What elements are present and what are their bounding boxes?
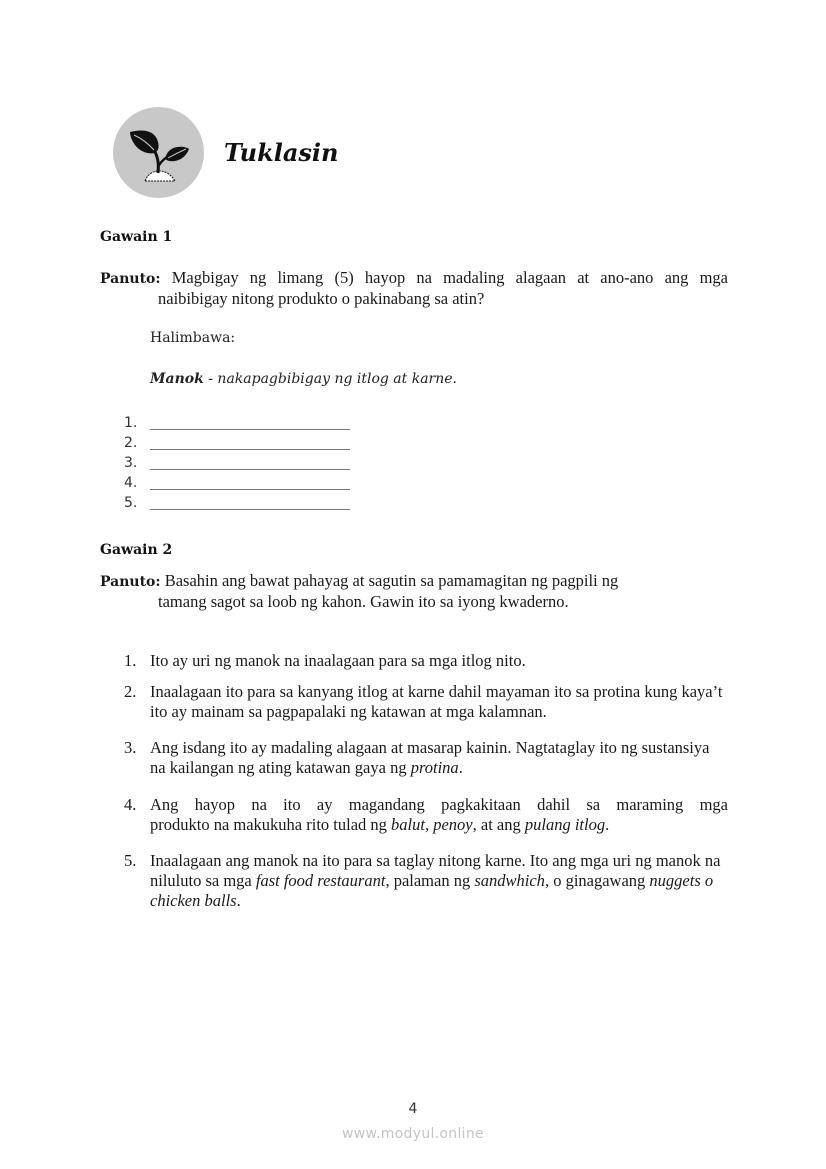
section-title: Tuklasin [224,138,339,167]
gawain-1-instructions [100,268,728,309]
question-text-part: Inaalagaan ang manok na ito para sa taglay nitong karne. Ito ang mga uri ng manok na niluluto sa mga [150,851,721,890]
question-item [124,682,728,722]
answer-blank-row [124,453,350,473]
question-text-line1: Ang hayop na ito ay magandang pagkakitaan dahil sa maraming mga [150,795,728,814]
question-item [124,851,728,911]
answer-blank-1[interactable] [150,415,350,430]
plant-seedling-icon [113,107,204,198]
answer-blank-row [124,493,350,513]
question-text-part: Inaalagaan ito para sa kanyang itlog at karne dahil mayaman ito sa protina kung kaya’t ito ay mainam sa pagpapalaki ng katawan at mga kalamnan. [150,682,723,721]
example-description: - nakapagbibigay ng itlog at karne. [203,371,457,387]
question-item [124,651,728,671]
question-text-part: produkto na makukuha rito tulad ng [150,815,392,834]
blank-number: 3. [124,455,138,471]
gawain-1-heading: Gawain 1 [100,229,173,245]
answer-blank-4[interactable] [150,475,350,490]
instructions-text-line2: tamang sagot sa loob ng kahon. Gawin ito sa iyong kwaderno. [158,592,569,611]
answer-blank-row [124,473,350,493]
example-text [150,371,457,387]
instructions-text-line1: Basahin ang bawat pahayag at sagutin sa pamamagitan ng pagpili ng [164,571,619,590]
question-text-emphasis: fast food restaurant [255,871,386,890]
question-number: 1. [124,651,137,670]
question-item [124,795,728,835]
answer-blank-2[interactable] [150,435,350,450]
answer-blank-5[interactable] [150,495,350,510]
question-text [150,651,728,671]
gawain-2-heading: Gawain 2 [100,542,173,558]
example-term: Manok [150,371,204,387]
seedling-graphic [113,107,204,198]
page-number: 4 [408,1101,418,1117]
answer-blank-3[interactable] [150,455,350,470]
question-text [150,795,728,835]
question-text-part: . [236,891,241,910]
blank-number: 1. [124,415,138,431]
question-number: 4. [124,795,137,814]
answer-blank-row [124,433,350,453]
instructions-label: Panuto: [100,271,161,287]
question-text-part: , palaman ng [385,871,475,890]
example-label: Halimbawa: [150,330,236,346]
question-text [150,851,728,911]
question-text-part: , o ginagawang [544,871,650,890]
instructions-text-line1: Magbigay ng limang (5) hayop na madaling alagaan at ano-ano ang mga [171,268,728,287]
question-text-emphasis: balut, penoy [391,815,473,834]
question-number: 3. [124,738,137,757]
instructions-text-line2: naibibigay nitong produkto o pakinabang sa atin? [158,289,485,308]
question-text-part: Ito ay uri ng manok na inaalagaan para sa mga itlog nito. [150,651,526,670]
question-item [124,738,728,778]
question-text-emphasis: protina [410,758,459,777]
question-text-part: . [605,815,610,834]
answer-blanks-list [124,413,350,513]
question-text-emphasis: pulang itlog [524,815,606,834]
question-number: 2. [124,682,137,701]
gawain-2-instructions [100,571,728,612]
question-text-emphasis: sandwhich [474,871,545,890]
instructions-label: Panuto: [100,574,161,590]
watermark: www.modyul.online [342,1126,484,1142]
question-text [150,682,728,722]
blank-number: 5. [124,495,138,511]
question-text-part: . [458,758,463,777]
question-text-part: Ang isdang ito ay madaling alagaan at masarap kainin. Nagtataglay ito ng sustansiya na kailangan ng ating katawan gaya ng [150,738,710,777]
question-number: 5. [124,851,137,870]
blank-number: 2. [124,435,138,451]
question-text-part: , at ang [472,815,525,834]
answer-blank-row [124,413,350,433]
blank-number: 4. [124,475,138,491]
question-text [150,738,728,778]
question-text-emphasis: nuggets o chicken balls [150,871,714,910]
